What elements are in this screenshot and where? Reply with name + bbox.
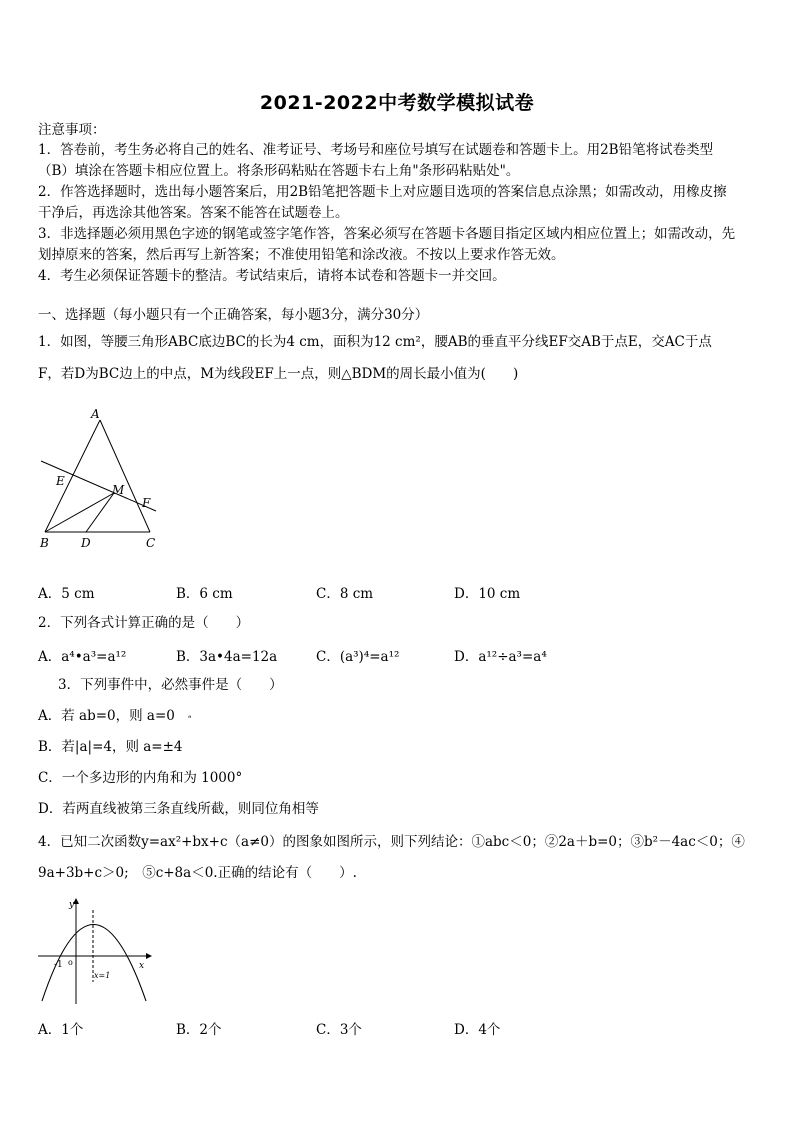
triangle-figure [36, 404, 166, 554]
question-1-options [38, 582, 758, 602]
x-axis-arrow [146, 953, 152, 959]
option-a[interactable]: A．若 ab=0，则 a=0 [38, 708, 175, 724]
label-m: M [112, 483, 125, 497]
option-c[interactable]: C．(a³)⁴=a¹² [316, 649, 400, 665]
notice-line: 干净后，再选涂其他答案。答案不能答在试题卷上。 [38, 205, 349, 221]
question-1-line2: F，若D为BC边上的中点，M为线段EF上一点，则△BDM的周长最小值为( ) [38, 366, 519, 382]
question-4-line1: 4．已知二次函数y=ax²+bx+c（a≠0）的图象如图所示，则下列结论：①abc＜0；②2a＋b=0；③b²－4ac＜0；④ [38, 834, 745, 850]
option-a[interactable]: A．5 cm [38, 586, 95, 602]
option-c[interactable]: C．8 cm [316, 586, 374, 602]
question-1-line1: 1．如图，等腰三角形ABC底边BC的长为4 cm，面积为12 cm²，腰AB的垂直平分线EF交AB于点E，交AC于点 [38, 334, 712, 350]
option-b[interactable]: B．6 cm [176, 586, 233, 602]
notice-line: （B）填涂在答题卡相应位置上。将条形码粘贴在答题卡右上角"条形码粘贴处"。 [38, 163, 520, 179]
stray-mark: ₔ [188, 711, 192, 721]
label-d: D [81, 536, 91, 550]
question-2-options [38, 645, 758, 665]
label-f: F [142, 496, 151, 510]
label-axis-x1: x=1 [94, 971, 111, 980]
parabola-figure [38, 896, 153, 1006]
option-d[interactable]: D．4个 [454, 1022, 501, 1038]
notice-line: 4．考生必须保证答题卡的整洁。考试结束后，请将本试卷和答题卡一并交回。 [38, 268, 506, 284]
question-2: 2．下列各式计算正确的是（ ） [38, 615, 250, 631]
side-ac [100, 420, 150, 532]
option-a[interactable]: A．1个 [38, 1022, 84, 1038]
side-ab [45, 420, 100, 532]
segment-bm [45, 493, 114, 532]
option-c[interactable]: C．一个多边形的内角和为 1000° [38, 770, 243, 786]
notice-line: 划掉原来的答案，然后再写上新答案；不准使用铅笔和涂改液。不按以上要求作答无效。 [38, 247, 565, 263]
notice-heading: 注意事项： [38, 122, 106, 138]
option-a[interactable]: A．a⁴•a³=a¹² [38, 649, 127, 665]
option-b[interactable]: B．2个 [176, 1022, 222, 1038]
label-a: A [91, 407, 100, 421]
option-d[interactable]: D．若两直线被第三条直线所截，则同位角相等 [38, 801, 319, 817]
label-c: C [146, 536, 156, 550]
label-origin: o [68, 958, 73, 967]
option-d[interactable]: D．10 cm [454, 586, 521, 602]
label-e: E [56, 474, 65, 488]
question-3: 3．下列事件中，必然事件是（ ） [58, 677, 283, 693]
notice-line: 2．作答选择题时，选出每小题答案后，用2B铅笔把答题卡上对应题目选项的答案信息点涂黑；如需改动，用橡皮擦 [38, 184, 727, 200]
label-b: B [40, 536, 49, 550]
label-x: x [139, 961, 145, 971]
segment-dm [86, 493, 114, 532]
section-heading: 一、选择题（每小题只有一个正确答案，每小题3分，满分30分） [38, 307, 429, 323]
option-c[interactable]: C．3个 [316, 1022, 362, 1038]
notice-line: 1．答卷前，考生务必将自己的姓名、准考证号、考场号和座位号填写在试题卷和答题卡上。用2B铅笔将试卷类型 [38, 142, 714, 158]
page-title: 2021-2022中考数学模拟试卷 [259, 92, 535, 114]
label-minus-one: -1 [54, 960, 63, 970]
question-4-line2: 9a+3b+c＞0; ⑤c+8a＜0.正确的结论有（ ）. [38, 865, 357, 881]
notice-line: 3．非选择题必须用黑色字迹的钢笔或签字笔作答，答案必须写在答题卡各题目指定区域内相应位置上；如需改动，先 [38, 226, 736, 242]
option-b[interactable]: B．3a•4a=12a [176, 649, 278, 665]
label-y: y [69, 900, 75, 910]
question-4-options [38, 1018, 758, 1038]
option-b[interactable]: B．若|a|=4，则 a=±4 [38, 739, 183, 755]
option-d[interactable]: D．a¹²÷a³=a⁴ [454, 649, 547, 665]
